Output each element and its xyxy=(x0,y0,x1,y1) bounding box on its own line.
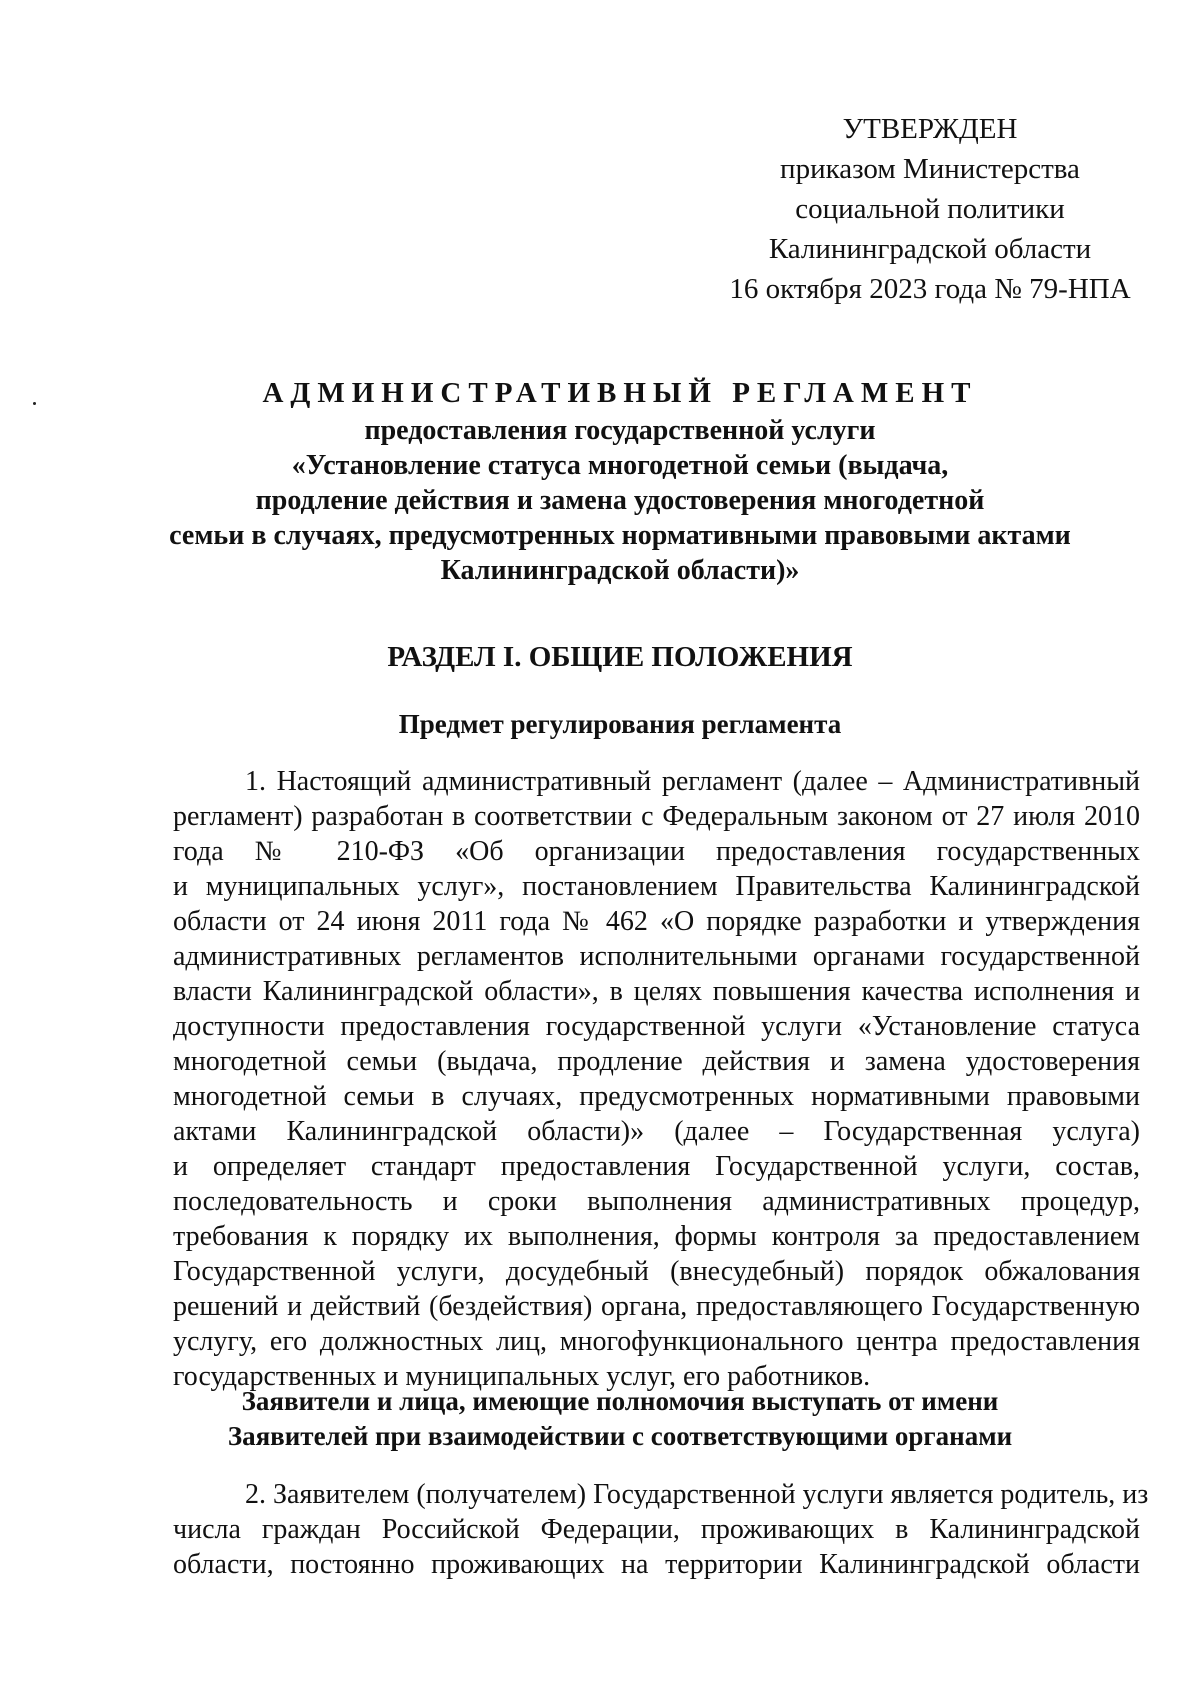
subheading-line: Заявители и лица, имеющие полномочия выступать от имени xyxy=(241,1386,999,1416)
paragraph-line: услугу, его должностных лиц, многофункционального центра предоставления xyxy=(173,1326,1140,1357)
paragraph-line: решений и действий (бездействия) органа, предоставляющего Государственную xyxy=(173,1291,1140,1322)
approval-line: УТВЕРЖДЕН xyxy=(842,113,1018,145)
paragraph-2 xyxy=(173,1477,1149,1582)
approval-line: Калининградской области xyxy=(768,233,1092,265)
paragraph-line: года № 210-ФЗ «Об организации предоставления государственных xyxy=(173,836,1140,867)
paragraph-line: и муниципальных услуг», постановлением Правительства Калининградской xyxy=(173,871,1140,902)
paragraph-1 xyxy=(173,764,1140,1394)
paragraph-line: требования к порядку их выполнения, формы контроля за предоставлением xyxy=(173,1221,1140,1252)
approval-line: социальной политики xyxy=(795,193,1065,225)
paragraph-line: многодетной семьи в случаях, предусмотренных нормативными правовыми xyxy=(173,1081,1140,1112)
title-line: предоставления государственной услуги xyxy=(364,415,876,446)
paragraph-line: Государственной услуги, досудебный (внесудебный) порядок обжалования xyxy=(173,1256,1140,1287)
subheading-subject: Предмет регулирования регламента xyxy=(398,709,842,739)
paragraph-line: и определяет стандарт предоставления Государственной услуги, состав, xyxy=(173,1151,1140,1182)
paragraph-line: актами Калининградской области)» (далее – Государственная услуга) xyxy=(173,1116,1140,1147)
paragraph-line: области, постоянно проживающих на территории Калининградской области xyxy=(173,1549,1140,1580)
paragraph-line: 1. Настоящий административный регламент (далее – Административный xyxy=(245,766,1140,797)
title-line: «Установление статуса многодетной семьи (выдача, xyxy=(291,450,949,481)
title-line: Калининградской области)» xyxy=(440,555,800,586)
paragraph-line: последовательность и сроки выполнения административных процедур, xyxy=(173,1186,1140,1217)
subheading-applicants xyxy=(150,1384,1090,1454)
paragraph-line: доступности предоставления государственной услуги «Установление статуса xyxy=(173,1011,1140,1042)
paragraph-line: числа граждан Российской Федерации, проживающих в Калининградской xyxy=(173,1514,1140,1545)
title-line: продление действия и замена удостоверения многодетной xyxy=(255,485,985,516)
paragraph-line: государственных и муниципальных услуг, его работников. xyxy=(173,1361,871,1392)
paragraph-line: регламент) разработан в соответствии с Федеральным законом от 27 июля 2010 xyxy=(173,801,1140,832)
subheading-line: Заявителей при взаимодействии с соответствующими органами xyxy=(227,1421,1013,1451)
document-title xyxy=(150,376,1090,588)
paragraph-line: 2. Заявителем (получателем) Государственной услуги является родитель, из xyxy=(245,1479,1149,1510)
approval-line: 16 октября 2023 года № 79-НПА xyxy=(729,273,1131,305)
title-line: семьи в случаях, предусмотренных нормативными правовыми актами xyxy=(169,520,1071,551)
approval-line: приказом Министерства xyxy=(780,153,1080,185)
scan-speck xyxy=(33,402,36,405)
paragraph-line: административных регламентов исполнительными органами государственной xyxy=(173,941,1140,972)
paragraph-line: власти Калининградской области», в целях повышения качества исполнения и xyxy=(173,976,1140,1007)
section-heading: РАЗДЕЛ I. ОБЩИЕ ПОЛОЖЕНИЯ xyxy=(387,641,853,673)
title-main: АДМИНИСТРАТИВНЫЙ РЕГЛАМЕНТ xyxy=(262,377,978,409)
paragraph-line: области от 24 июня 2011 года № 462 «О порядке разработки и утверждения xyxy=(173,906,1140,937)
approval-stamp xyxy=(700,109,1160,309)
paragraph-line: многодетной семьи (выдача, продление действия и замена удостоверения xyxy=(173,1046,1140,1077)
